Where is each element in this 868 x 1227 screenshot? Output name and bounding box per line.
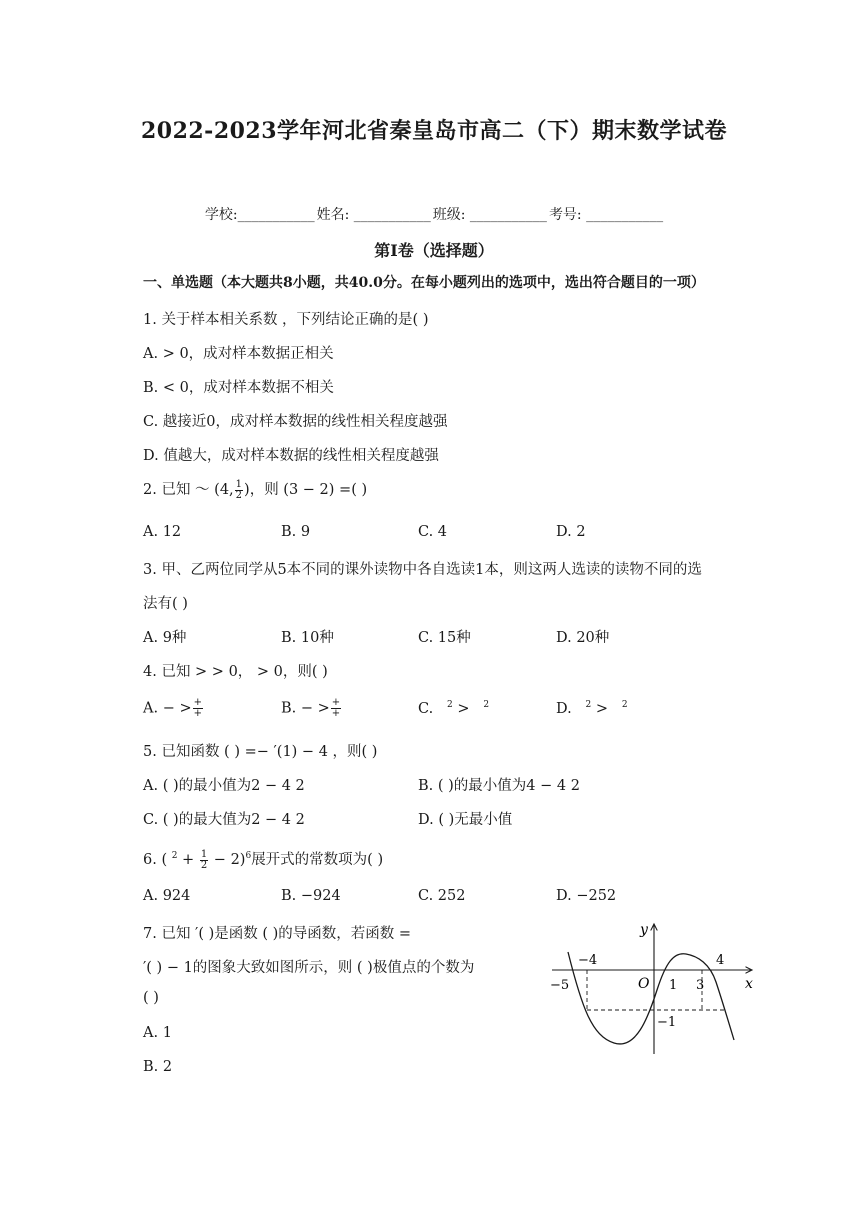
exam-number-field: 考号: ___________: [548, 207, 664, 223]
q7-stem-line2: ′( ) − 1的图象大致如图所示，则 ( )极值点的个数为: [143, 960, 475, 976]
y-label: y: [640, 922, 648, 938]
q5-option-b: B. ( )的最小值为4 − 4 2: [418, 778, 580, 794]
q6-stem: 6. ( $^2$ + $\frac{1}{2}$ − 2)$^6$展开式的常数项为( ): [143, 848, 384, 871]
q2-stem: 2. 已知 ～ (4, $\frac{1}{2}$ )，则 (3 − 2) =( ): [143, 478, 368, 501]
label-minus5: −5: [550, 978, 570, 993]
q6-option-b: B. −924: [281, 888, 341, 904]
q4-stem: 4. 已知 > > 0， > 0，则( ): [143, 664, 328, 680]
label-3: 3: [696, 978, 705, 993]
label-minus1: −1: [657, 1015, 677, 1030]
q2-option-d: D. 2: [556, 524, 586, 540]
student-info-line: [0, 204, 868, 224]
label-1: 1: [669, 978, 678, 993]
q3-option-c: C. 15种: [418, 630, 471, 646]
q7-stem-line1: 7. 已知 ′( )是函数 ( )的导函数，若函数 =: [143, 926, 412, 942]
q6-option-c: C. 252: [418, 888, 466, 904]
q7-option-a: A. 1: [143, 1025, 172, 1041]
q6-option-d: D. −252: [556, 888, 617, 904]
derivative-graph: [544, 918, 759, 1060]
q2-option-b: B. 9: [281, 524, 311, 540]
q3-option-b: B. 10种: [281, 630, 334, 646]
q3-option-d: D. 20种: [556, 630, 610, 646]
q5-option-d: D. ( )无最小值: [418, 812, 513, 828]
label-4: 4: [716, 953, 725, 968]
q2-option-c: C. 4: [418, 524, 448, 540]
part-heading: 一、单选题（本大题共8小题，共40.0分。在每小题列出的选项中，选出符合题目的一项）: [143, 275, 705, 291]
q2-option-a: A. 12: [143, 524, 182, 540]
q3-option-a: A. 9种: [143, 630, 187, 646]
q4-option-b: B. − > $\frac{+}{+}$: [281, 697, 341, 719]
q5-option-c: C. ( )的最大值为2 − 4 2: [143, 812, 305, 828]
x-label: x: [745, 976, 753, 992]
q1-stem: 1. 关于样本相关系数 ，下列结论正确的是( ): [143, 312, 429, 328]
fraction: $\frac{1}{2}$: [235, 478, 243, 501]
q5-stem: 5. 已知函数 ( ) =− ′(1) − 4 ，则( ): [143, 744, 378, 760]
q7-option-b: B. 2: [143, 1059, 173, 1075]
q4-option-c: C. $^2$ > $^2$: [418, 700, 490, 717]
section-title: 第I卷（选择题）: [374, 241, 494, 260]
page-title: 2022-2023学年河北省秦皇岛市高二（下）期末数学试卷: [140, 118, 728, 144]
q1-option-a: A. > 0，成对样本数据正相关: [143, 346, 334, 362]
q4-option-a: A. − > $\frac{+}{+}$: [143, 697, 202, 719]
q1-option-b: B. < 0，成对样本数据不相关: [143, 380, 334, 396]
q3-stem-line2: 法有( ): [143, 596, 188, 612]
origin-label: O: [638, 976, 650, 992]
q3-stem-line1: 3. 甲、乙两位同学从5本不同的课外读物中各自选读1本，则这两人选读的读物不同的选: [143, 562, 702, 578]
q1-option-c: C. 越接近0，成对样本数据的线性相关程度越强: [143, 414, 448, 430]
name-field: 姓名: ___________: [316, 207, 431, 223]
q5-option-a: A. ( )的最小值为2 − 4 2: [143, 778, 305, 794]
q1-option-d: D. 值越大，成对样本数据的线性相关程度越强: [143, 448, 439, 464]
q7-stem-line3: ( ): [143, 990, 159, 1006]
q6-option-a: A. 924: [143, 888, 191, 904]
q4-option-d: D. $^2$ > $^2$: [556, 700, 628, 717]
label-minus4: −4: [578, 953, 598, 968]
class-field: 班级: ___________: [432, 207, 547, 223]
school-field: 学校:___________: [204, 207, 315, 223]
